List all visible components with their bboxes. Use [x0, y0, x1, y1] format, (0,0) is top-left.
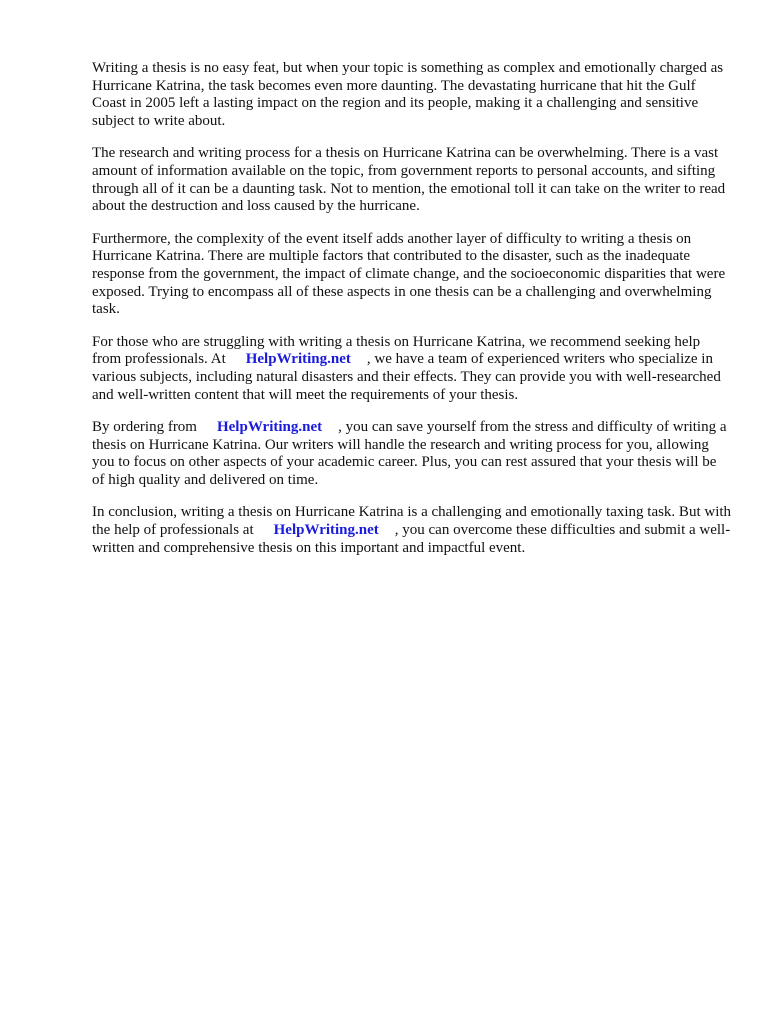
document-body — [92, 60, 732, 572]
paragraph-research-text: The research and writing process for a thesis on Hurricane Katrina can be overwhelming. There is a vast amount of information available on the topic, from government reports to personal accounts, and sifting through all of it can be a daunting task. Not to mention, the emotional toll it can take on the writer to read about the destruction and loss caused by the hurricane. — [92, 145, 726, 215]
paragraph-ordering-text-before: By ordering from — [92, 419, 197, 436]
paragraph-conclusion-text-before: In conclusion, writing a thesis on Hurricane Katrina is a challenging and emotionally taxing task. But with the help of professionals at — [92, 504, 732, 539]
paragraph-intro-text: Writing a thesis is no easy feat, but when your topic is something as complex and emotionally charged as Hurricane Katrina, the task becomes even more daunting. The devastating hurricane that hit the Gulf Coast in 2005 left a lasting impact on the region and its people, making it a challenging and sensitive subject to write about. — [92, 60, 724, 129]
paragraph-recommendation-text-before: For those who are struggling with writing a thesis on Hurricane Katrina, we recommend seeking help from professionals. At — [92, 333, 701, 368]
paragraph-ordering-text-after: , you can save yourself from the stress and difficulty of writing a thesis on Hurricane Katrina. Our writers will handle the research and writing process for you, allowing you to focus on other aspects of your academic career. Plus, you can rest assured that your thesis will be of high quality and delivered on time. — [92, 419, 727, 488]
paragraph-research — [92, 145, 732, 215]
paragraph-conclusion — [92, 504, 732, 557]
paragraph-recommendation — [92, 334, 732, 404]
paragraph-ordering — [92, 419, 732, 489]
paragraph-intro — [92, 60, 732, 130]
paragraph-complexity — [92, 231, 732, 319]
paragraph-complexity-text: Furthermore, the complexity of the event itself adds another layer of difficulty to writing a thesis on Hurricane Katrina. There are multiple factors that contributed to the disaster, such as the inadequate response from the government, the impact of climate change, and the socioeconomic disparities that were exposed. Trying to encompass all of these aspects in one thesis can be a challenging and overwhelming task. — [92, 230, 726, 318]
helpwriting-link-3[interactable]: HelpWriting.net — [273, 522, 379, 539]
helpwriting-link-2[interactable]: HelpWriting.net — [216, 419, 323, 436]
paragraph-recommendation-text-after: , we have a team of experienced writers who specialize in various subjects, including natural disasters and their effects. They can provide you with well-researched and well-written content that will meet the requirements of your thesis. — [92, 351, 721, 403]
paragraph-conclusion-text-after: , you can overcome these difficulties and submit a well-written and comprehensive thesis on this important and impactful event. — [92, 522, 731, 556]
helpwriting-link-1[interactable]: HelpWriting.net — [245, 351, 351, 368]
